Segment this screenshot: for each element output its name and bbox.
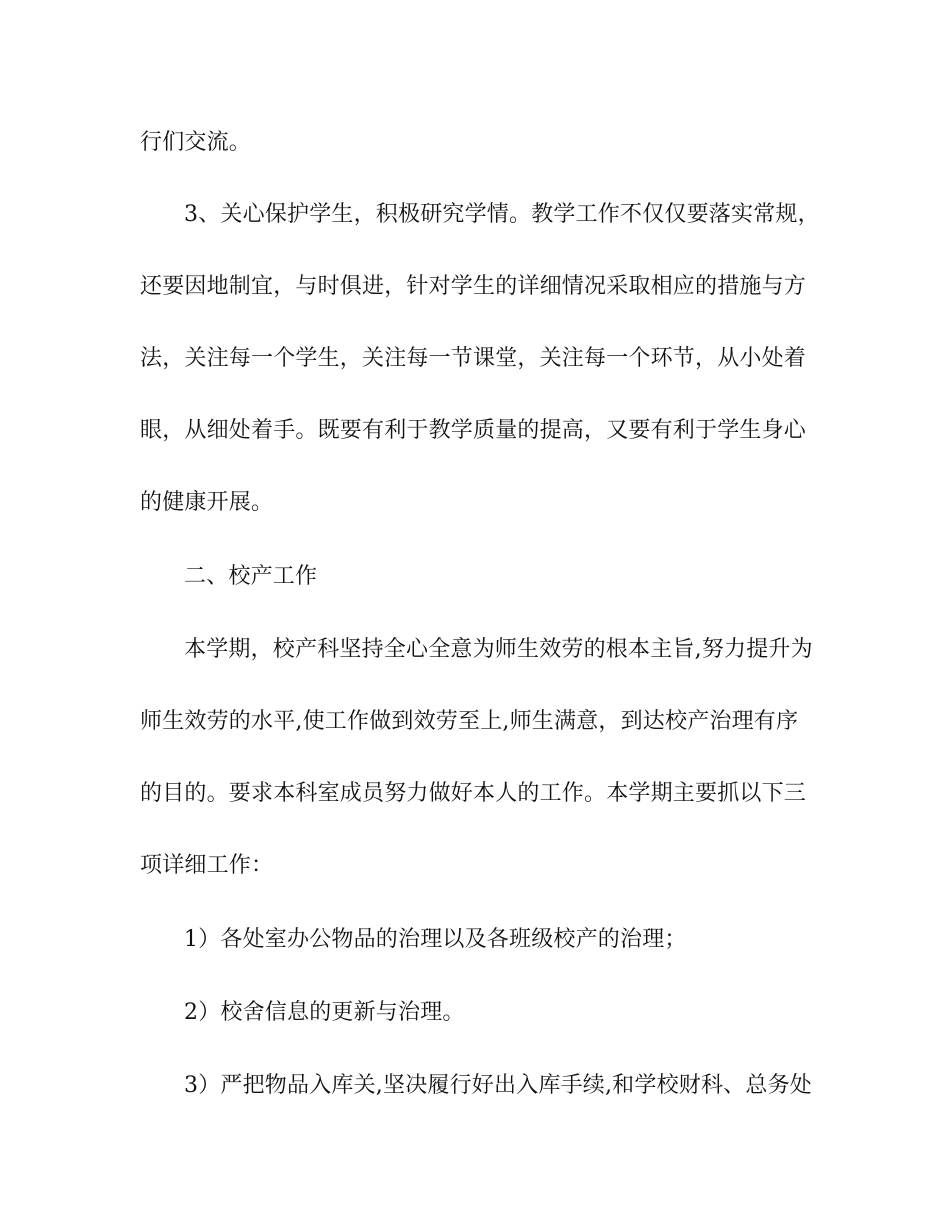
text-line: 师生效劳的水平,使工作做到效劳至上,师生满意，到达校产治理有序 [140, 709, 799, 734]
text-line: 3、关心保护学生，积极研究学情。教学工作不仅仅要落实常规， [184, 202, 820, 227]
text-line: 法，关注每一个学生，关注每一节课堂，关注每一个环节，从小处着 [140, 346, 807, 371]
list-item: 1）各处室办公物品的治理以及各班级校产的治理； [184, 927, 687, 952]
text-line: 眼，从细处着手。既要有利于教学质量的提高，又要有利于学生身心 [140, 418, 807, 443]
text-line: 还要因地制宜，与时俱进，针对学生的详细情况采取相应的措施与方 [140, 274, 807, 299]
text-line: 本学期，校产科坚持全心全意为师生效劳的根本主旨,努力提升为 [184, 637, 813, 662]
text-line: 的健康开展。 [140, 490, 274, 515]
text-line: 的目的。要求本科室成员努力做好本人的工作。本学期主要抓以下三 [140, 781, 807, 806]
list-item: 2）校舍信息的更新与治理。 [184, 1000, 465, 1025]
text-line: 行们交流。 [140, 130, 252, 155]
list-item: 3）严把物品入库关,坚决履行好出入库手续,和学校财科、总务处 [184, 1073, 812, 1098]
section-heading: 二、校产工作 [184, 564, 318, 589]
text-line: 项详细工作： [140, 853, 274, 878]
